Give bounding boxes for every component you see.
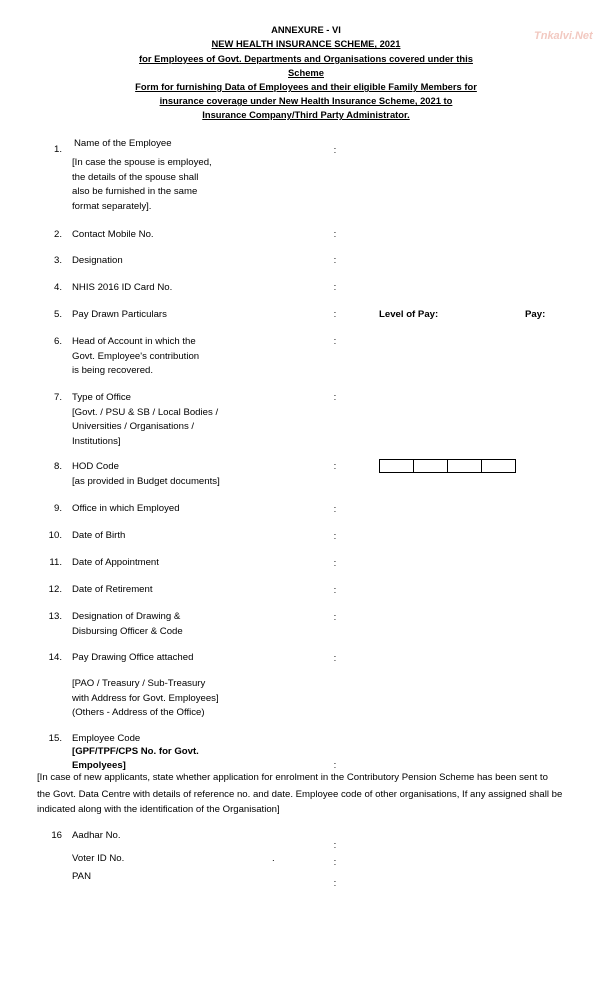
field-colon: : <box>333 653 337 664</box>
field-colon: : <box>333 878 337 889</box>
field-colon: : <box>333 255 337 266</box>
scheme-subtitle-line2: Scheme <box>288 67 324 78</box>
form-title-line3: Insurance Company/Third Party Administrator. <box>202 109 410 120</box>
field-label-type-of-office: Type of Office [Govt. / PSU & SB / Local Bodies / Universities / Organisations / Institutions] <box>72 392 219 447</box>
item-number: 7. <box>53 392 62 403</box>
field-colon: : <box>333 392 337 403</box>
scheme-title: NEW HEALTH INSURANCE SCHEME, 2021 <box>211 38 401 49</box>
field-colon: : <box>333 531 337 542</box>
field-colon: : <box>333 461 337 472</box>
level-of-pay-label: Level of Pay: <box>379 309 439 320</box>
hod-code-boxes[interactable] <box>379 459 516 473</box>
field-label-voter-id: Voter ID No. <box>72 853 125 864</box>
field-note-gpf: [GPF/TPF/CPS No. for Govt. Empolyees] <box>72 746 199 771</box>
field-label-hod-code: HOD Code [as provided in Budget documents] <box>72 461 220 487</box>
field-label-aadhar: Aadhar No. <box>72 830 121 841</box>
item-number: 2. <box>53 229 62 240</box>
field-colon: : <box>333 336 337 347</box>
item-number: 1. <box>53 144 62 155</box>
field-label-employee-code: Employee Code <box>72 733 141 744</box>
field-colon: : <box>333 504 337 515</box>
paragraph-line1: [In case of new applicants, state whether application for enrolment in the Contributory Pension Scheme has been sent to <box>37 772 548 783</box>
field-colon: : <box>333 760 337 771</box>
field-label-pay-drawn: Pay Drawn Particulars <box>72 309 167 320</box>
field-note-spouse: [In case the spouse is employed, the details of the spouse shall also be furnished in the same format separately]. <box>72 157 212 212</box>
field-colon: : <box>333 282 337 293</box>
item-number: 10. <box>48 530 62 541</box>
field-label-date-of-retirement: Date of Retirement <box>72 584 153 595</box>
field-colon: : <box>333 558 337 569</box>
item-number: 9. <box>53 503 62 514</box>
item-number: 15. <box>48 733 62 744</box>
hod-code-box[interactable] <box>414 460 448 472</box>
field-colon: : <box>333 585 337 596</box>
item-number: 4. <box>53 282 62 293</box>
field-note-pay-office: [PAO / Treasury / Sub-Treasury with Address for Govt. Employees] (Others - Address of the Office) <box>72 678 219 718</box>
item-number: 13. <box>48 611 62 622</box>
item-number: 16 <box>51 830 62 841</box>
field-colon: : <box>333 857 337 868</box>
item-number: 8. <box>53 461 62 472</box>
field-colon: : <box>333 309 337 320</box>
annexure-title: ANNEXURE - VI <box>271 24 341 35</box>
scheme-subtitle-line1: for Employees of Govt. Departments and Organisations covered under this <box>139 53 473 64</box>
field-label-pan: PAN <box>72 871 92 882</box>
field-label-employee-name: Name of the Employee <box>74 138 172 149</box>
item-number: 3. <box>53 255 62 266</box>
watermark-text: Tnkalvi.Net <box>534 30 593 42</box>
pay-label: Pay: <box>525 309 546 320</box>
field-label-pay-drawing-office: Pay Drawing Office attached <box>72 652 194 663</box>
item-number: 6. <box>53 336 62 347</box>
hod-code-box[interactable] <box>482 460 515 472</box>
field-label-ddo: Designation of Drawing & Disbursing Officer & Code <box>72 611 183 637</box>
form-title-line2: insurance coverage under New Health Insurance Scheme, 2021 to <box>159 95 453 106</box>
item-number: 14. <box>48 652 62 663</box>
field-label-head-of-account: Head of Account in which the Govt. Employee's contribution is being recovered. <box>72 336 200 376</box>
field-colon: : <box>333 145 337 156</box>
field-label-designation: Designation <box>72 255 123 266</box>
paragraph-line3: indicated along with the identification of the Organisation] <box>37 804 280 815</box>
stray-dot: . <box>272 853 275 864</box>
hod-code-box[interactable] <box>380 460 414 472</box>
item-number: 12. <box>48 584 62 595</box>
field-label-mobile: Contact Mobile No. <box>72 229 154 240</box>
form-title-line1: Form for furnishing Data of Employees and their eligible Family Members for <box>135 81 477 92</box>
field-label-date-of-appointment: Date of Appointment <box>72 557 159 568</box>
item-number: 5. <box>53 309 62 320</box>
paragraph-line2: the Govt. Data Centre with details of reference no. and date. Employee code of other organisations, If any assigned shall be <box>37 789 563 800</box>
hod-code-box[interactable] <box>448 460 482 472</box>
field-label-nhis-id: NHIS 2016 ID Card No. <box>72 282 173 293</box>
field-colon: : <box>333 612 337 623</box>
item-number: 11. <box>49 557 62 568</box>
field-colon: : <box>333 840 337 851</box>
field-label-office-employed: Office in which Employed <box>72 503 180 514</box>
field-colon: : <box>333 229 337 240</box>
field-label-date-of-birth: Date of Birth <box>72 530 126 541</box>
